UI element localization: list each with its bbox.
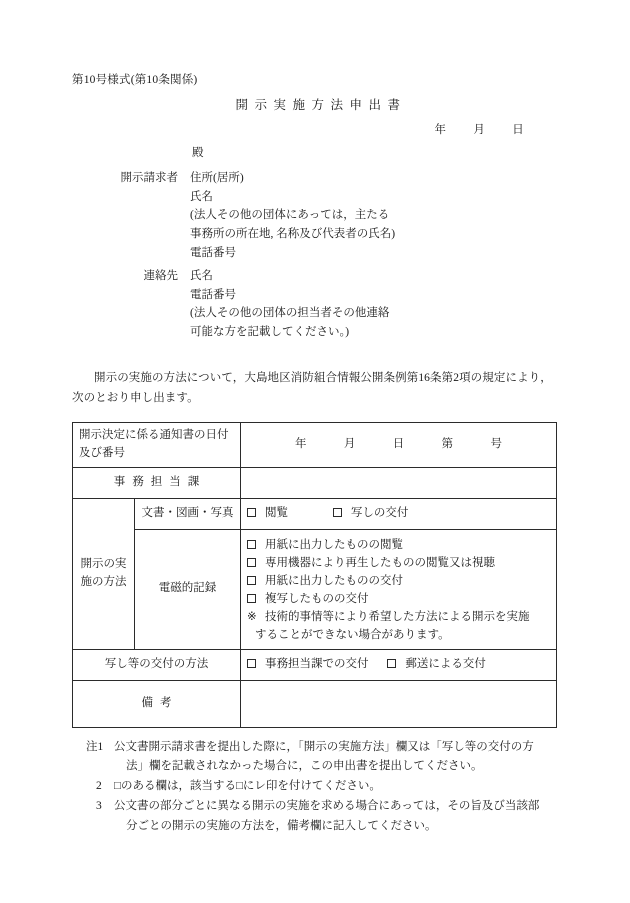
- note-item-3: [72, 797, 558, 837]
- date-line: [72, 121, 558, 137]
- checkbox-icon[interactable]: [247, 594, 256, 603]
- delivery-option-mail-label: 郵送による交付: [405, 657, 486, 670]
- checkbox-icon[interactable]: [247, 508, 256, 517]
- delivery-option-office[interactable]: [247, 656, 369, 674]
- requester-block: [72, 169, 558, 262]
- table-row-documents: [73, 498, 557, 529]
- note-item-1: [72, 738, 558, 778]
- requester-corp-note-line2: 事務所の所在地, 名称及び代表者の氏名): [190, 227, 396, 240]
- checkbox-icon[interactable]: [247, 558, 256, 567]
- requester-label: 開示請求者: [120, 172, 178, 185]
- notice-no-prefix-label: 第: [441, 437, 454, 450]
- note-line2: 法」欄を記載されなかった場合に，この申出書を提出してください。: [126, 760, 483, 773]
- notes-section: [72, 738, 558, 837]
- notice-label: 開示決定に係る通知書の日付及び番号: [73, 422, 241, 467]
- disclosure-method-table: [72, 422, 557, 728]
- note-marker: 注1: [86, 740, 104, 753]
- electromagnetic-caveat: [247, 608, 550, 644]
- notice-no-suffix-label: 号: [490, 437, 502, 450]
- documents-label: 文書・図画・写真: [135, 498, 241, 529]
- note-body: [114, 777, 558, 797]
- documents-option-viewing-label: 閲覧: [265, 506, 288, 519]
- notice-year-label: 年: [295, 437, 307, 450]
- note-marker: 3: [96, 799, 102, 812]
- documents-option-copy-label: 写しの交付: [350, 506, 409, 519]
- department-value-cell[interactable]: [241, 467, 557, 498]
- notice-day-label: 日: [392, 437, 405, 450]
- table-row-electromagnetic: [73, 529, 557, 649]
- contact-fields: [190, 267, 558, 342]
- electromagnetic-label: 電磁的記録: [135, 529, 241, 649]
- note-body: [114, 738, 558, 778]
- table-row-delivery: [73, 649, 557, 680]
- method-group-label: [73, 498, 135, 649]
- contact-phone-label: 電話番号: [190, 288, 236, 301]
- list-item[interactable]: [247, 590, 550, 608]
- document-sheet: [72, 72, 558, 836]
- list-item[interactable]: [247, 536, 550, 554]
- documents-options-cell: [241, 498, 557, 529]
- documents-option-copy[interactable]: [333, 505, 409, 523]
- delivery-option-mail[interactable]: [387, 656, 486, 674]
- requester-fields: [190, 169, 558, 262]
- note-body: [114, 797, 558, 837]
- form-number: 第10号様式(第10条関係): [72, 74, 198, 86]
- delivery-option-office-label: 事務担当課での交付: [265, 657, 369, 670]
- list-item[interactable]: [247, 572, 550, 590]
- electromagnetic-options-cell: [241, 529, 557, 649]
- delivery-options-cell: [241, 649, 557, 680]
- electromagnetic-option-label: 専用機器により再生したものの閲覧又は視聴: [265, 556, 495, 569]
- electromagnetic-option-label: 複写したものの交付: [265, 593, 369, 606]
- department-label: 事務担当課: [73, 467, 241, 498]
- note-line2: 分ごとの開示の実施の方法を，備考欄に記入してください。: [126, 819, 437, 832]
- electromagnetic-caveat-line2: することができない場合があります。: [255, 629, 450, 642]
- note-line1: 公文書開示請求書を提出した際に，「開示の実施方法」欄又は「写し等の交付の方: [114, 740, 534, 753]
- requester-corp-note-line1: (法人その他の団体にあっては，主たる: [190, 209, 390, 222]
- note-item-2: [72, 777, 558, 797]
- electromagnetic-caveat-line1: 技術的事情等により希望した方法による開示を実施: [265, 611, 530, 624]
- note-line1: □のある欄は，該当する□にレ印を付けてください。: [114, 780, 381, 793]
- notice-month-label: 月: [343, 437, 356, 450]
- list-item[interactable]: [247, 554, 550, 572]
- date-day-label: 日: [512, 124, 524, 137]
- contact-block: [72, 267, 558, 342]
- table-row-notice: [73, 422, 557, 467]
- checkbox-icon[interactable]: [247, 576, 256, 585]
- table-row-remarks: [73, 680, 557, 727]
- page-title: 開示実施方法申出書: [235, 98, 407, 113]
- checkbox-icon[interactable]: [387, 659, 396, 668]
- checkbox-icon[interactable]: [333, 508, 342, 517]
- requester-phone-label: 電話番号: [190, 246, 236, 259]
- intro-paragraph: 開示の実施の方法について，大島地区消防組合情報公開条例第16条第2項の規定により，次のとおり申し出ます。: [72, 371, 552, 404]
- requester-address-label: 住所(居所): [190, 172, 244, 185]
- remarks-label: 備考: [73, 680, 241, 727]
- delivery-label: 写し等の交付の方法: [73, 649, 241, 680]
- checkbox-icon[interactable]: [247, 540, 256, 549]
- date-month-label: 月: [473, 124, 485, 137]
- notice-value-cell[interactable]: [241, 422, 557, 467]
- electromagnetic-option-label: 用紙に出力したものの交付: [265, 574, 403, 587]
- addressee-honorific: 殿: [192, 147, 204, 160]
- contact-corp-note-line2: 可能な方を記載してください。): [190, 326, 350, 339]
- table-row-department: [73, 467, 557, 498]
- reference-mark-icon: ※: [247, 611, 257, 624]
- contact-label: 連絡先: [143, 270, 178, 283]
- date-year-label: 年: [434, 124, 446, 137]
- requester-name-label: 氏名: [190, 190, 213, 203]
- note-line1: 公文書の部分ごとに異なる開示の実施を求める場合にあっては，その旨及び当該部: [114, 799, 540, 812]
- documents-option-viewing[interactable]: [247, 505, 288, 523]
- contact-corp-note-line1: (法人その他の団体の担当者その他連絡: [190, 307, 390, 320]
- electromagnetic-option-list: [247, 536, 550, 645]
- method-group-label-text: 開示の実施の方法: [80, 557, 127, 588]
- contact-name-label: 氏名: [190, 270, 213, 283]
- note-marker: 2: [96, 780, 102, 793]
- remarks-value-cell[interactable]: [241, 680, 557, 727]
- electromagnetic-option-label: 用紙に出力したものの閲覧: [265, 538, 403, 551]
- checkbox-icon[interactable]: [247, 659, 256, 668]
